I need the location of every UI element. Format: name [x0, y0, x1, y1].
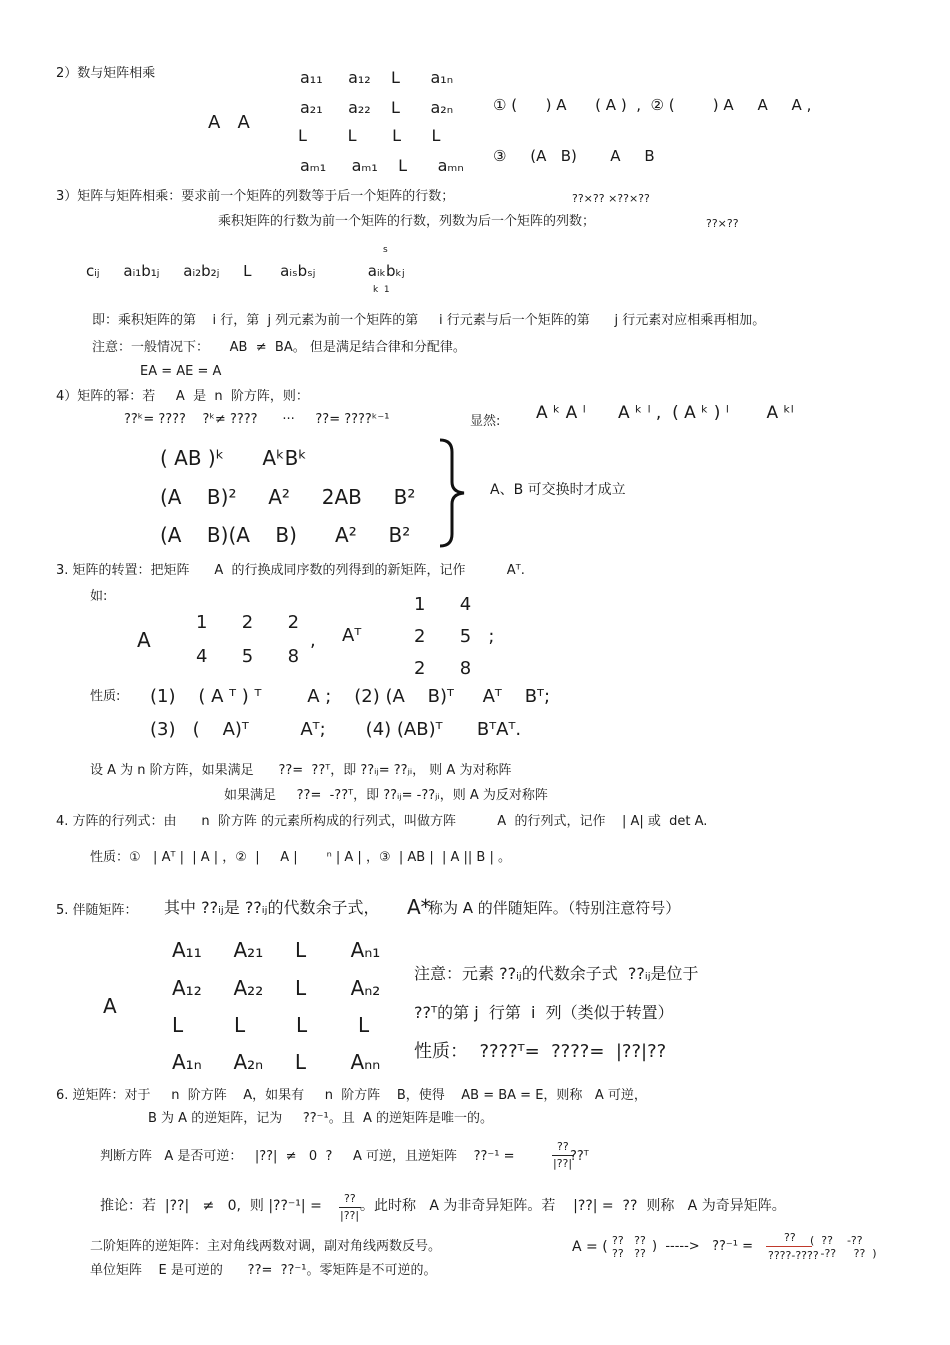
second-order-matrix-lhs: A = (	[572, 1239, 608, 1255]
inverse-definition-1: 6. 逆矩阵：对于 n 阶方阵 A，如果有 n 阶方阵 B，使得 AB = BA = E，则称 A 可逆，	[56, 1088, 647, 1103]
power-equation-2: (A B)² A² 2AB B²	[160, 485, 416, 509]
adjoint-label: 5. 伴随矩阵：	[56, 903, 138, 918]
power-definition: ??ᵏ= ???? ?ᵏ≠ ???? ··· ??= ????ᵏ⁻¹	[124, 412, 390, 427]
matrix-a-row-2: 4 5 8	[196, 646, 300, 667]
sum-lower-limit: k 1	[373, 285, 390, 295]
adjoint-symbol: A*	[407, 895, 431, 919]
matrix-a-label: A	[137, 628, 151, 652]
second-order-arrow: ) -----> ??⁻¹ =	[652, 1239, 753, 1254]
second-order-result: ( ?? -?? -?? ?? )	[810, 1234, 877, 1260]
scalar-product-lhs: A A	[208, 112, 250, 133]
matrix-at-row-3: 2 8	[414, 658, 472, 679]
dim-rule-math: ??×?? ×??×??	[572, 192, 650, 205]
matrix-product-formula: cᵢⱼ aᵢ₁b₁ⱼ aᵢ₂b₂ⱼ L aᵢₛbₛⱼ aᵢₖbₖⱼ	[86, 262, 405, 280]
scalar-props-3: ③ (A B) A B	[493, 147, 655, 165]
corollary-tail: 。此时称 A 为非奇异矩阵。若 |??| = ?? 则称 A 为奇异矩阵。	[360, 1198, 786, 1214]
product-explanation: 即：乘积矩阵的第 i 行，第 j 列元素为前一个矩阵的第 i 行元素与后一个矩阵的第 j 行元素对应相乘再相加。	[92, 313, 766, 328]
section-3-line-1: 3）矩阵与矩阵相乘：要求前一个矩阵的列数等于后一个矩阵的行数；	[56, 189, 455, 204]
matrix-row-2: a₂₁ a₂₂ L a₂ₙ	[300, 98, 454, 117]
transpose-props-line-2: (3) ( A)ᵀ Aᵀ; (4) (AB)ᵀ BᵀAᵀ.	[150, 719, 522, 740]
matrix-a-row-1: 1 2 2	[196, 612, 300, 633]
example-label: 如:	[90, 589, 108, 604]
identity-rule: EA = AE = A	[140, 364, 222, 379]
right-brace-icon	[436, 436, 472, 550]
matrix-at-label: Aᵀ	[342, 625, 362, 646]
transpose-definition: 3. 矩阵的转置：把矩阵 A 的行换成同序数的列得到的新矩阵，记作 Aᵀ.	[56, 563, 525, 578]
commutativity-note: 注意：一般情况下： AB ≠ BA。 但是满足结合律和分配律。	[92, 340, 466, 355]
section-2-heading: 2）数与矩阵相乘	[56, 66, 156, 81]
matrix-row-1: a₁₁ a₁₂ L a₁ₙ	[300, 68, 454, 87]
adjoint-row-2: A₁₂ A₂₂ L Aₙ₂	[172, 976, 381, 1000]
second-order-denominator: ????-????	[768, 1249, 819, 1262]
adjoint-row-3: L L L L	[172, 1013, 370, 1037]
determinant-properties: 性质：① | Aᵀ | | A | ，② | A | ⁿ | A | ，③ | AB | | A || B | 。	[90, 850, 511, 865]
power-equation-3: (A B)(A B) A² B²	[160, 523, 411, 547]
scalar-props-1: ① ( ) A ( A ) , ② ( ) A A A ,	[493, 96, 812, 114]
adjoint-note-2: ??ᵀ的第 j 行第 i 列（类似于转置）	[414, 1003, 674, 1022]
antisymmetric-definition: 如果满足 ??= -??ᵀ，即 ??ᵢⱼ= -??ⱼᵢ，则 A 为反对称阵	[224, 788, 548, 803]
second-order-numerator: ??	[784, 1231, 796, 1244]
adjoint-description-tail: 称为 A 的伴随矩阵。（特别注意符号）	[428, 899, 681, 917]
transpose-props-line-1: (1) ( A ᵀ ) ᵀ A ; (2) (A B)ᵀ Aᵀ Bᵀ;	[150, 686, 551, 707]
adjoint-row-4: A₁ₙ A₂ₙ L Aₙₙ	[172, 1050, 381, 1074]
inverse-numerator: ??	[557, 1140, 569, 1153]
fraction-bar	[766, 1246, 812, 1247]
adjoint-note-1: 注意：元素 ??ᵢⱼ的代数余子式 ??ᵢⱼ是位于	[414, 964, 699, 983]
adjoint-property: 性质： ????ᵀ= ????= |??|??	[414, 1041, 667, 1062]
corollary-numerator: ??	[344, 1192, 356, 1205]
inverse-denominator: |??|	[553, 1157, 573, 1170]
transpose-props-label: 性质:	[90, 689, 121, 704]
second-order-inverse-rule: 二阶矩阵的逆矩阵：主对角线两数对调，副对角线两数反号。	[90, 1239, 442, 1254]
matrix-row-4: aₘ₁ aₘ₁ L aₘₙ	[300, 156, 464, 175]
matrix-at-row-2: 2 5 ;	[414, 626, 495, 647]
sum-upper-limit: s	[383, 245, 388, 255]
commute-condition: A、B 可交换时才成立	[490, 482, 626, 498]
section-3-line-2: 乘积矩阵的行数为前一个矩阵的行数，列数为后一个矩阵的列数；	[218, 214, 596, 229]
matrix-separator: ,	[310, 630, 316, 651]
adjoint-row-1: A₁₁ A₂₁ L Aₙ₁	[172, 938, 381, 962]
determinant-definition: 4. 方阵的行列式：由 n 阶方阵 的元素所构成的行列式，叫做方阵 A 的行列式，记作 | A| 或 det A.	[56, 814, 708, 829]
fraction-bar	[339, 1207, 361, 1208]
identity-inverse-note: 单位矩阵 E 是可逆的 ??= ??⁻¹。零矩阵是不可逆的。	[90, 1263, 437, 1278]
matrix-row-3: L L L L	[298, 126, 441, 145]
obvious-label: 显然:	[470, 414, 501, 429]
adjoint-a-label: A	[103, 994, 117, 1018]
symmetric-definition: 设 A 为 n 阶方阵，如果满足 ??= ??ᵀ，即 ??ᵢⱼ= ??ⱼᵢ， 则 A 为对称阵	[90, 763, 512, 778]
result-dim-math: ??×??	[706, 217, 739, 230]
inverse-tail: ??ᵀ	[570, 1149, 589, 1164]
adjoint-description: 其中 ??ᵢⱼ是 ??ᵢⱼ的代数余子式，	[164, 898, 380, 917]
invertibility-test: 判断方阵 A 是否可逆： |??| ≠ 0 ? A 可逆，且逆矩阵 ??⁻¹ =	[100, 1149, 515, 1164]
matrix-at-row-1: 1 4	[414, 594, 472, 615]
power-rules: A ᵏ A ˡ A ᵏ ˡ , ( A ᵏ ) ˡ A ᵏˡ	[536, 403, 794, 423]
inverse-definition-2: B 为 A 的逆矩阵，记为 ??⁻¹。且 A 的逆矩阵是唯一的。	[148, 1111, 494, 1126]
section-4-line-1: 4）矩阵的幂：若 A 是 n 阶方阵，则：	[56, 389, 309, 404]
power-equation-1: ( AB )ᵏ AᵏBᵏ	[160, 446, 307, 470]
second-order-matrix: ?? ?? ?? ??	[612, 1234, 646, 1260]
corollary-denominator: |??|	[340, 1209, 360, 1222]
corollary-text: 推论：若 |??| ≠ 0, 则 |??⁻¹| =	[100, 1198, 322, 1214]
